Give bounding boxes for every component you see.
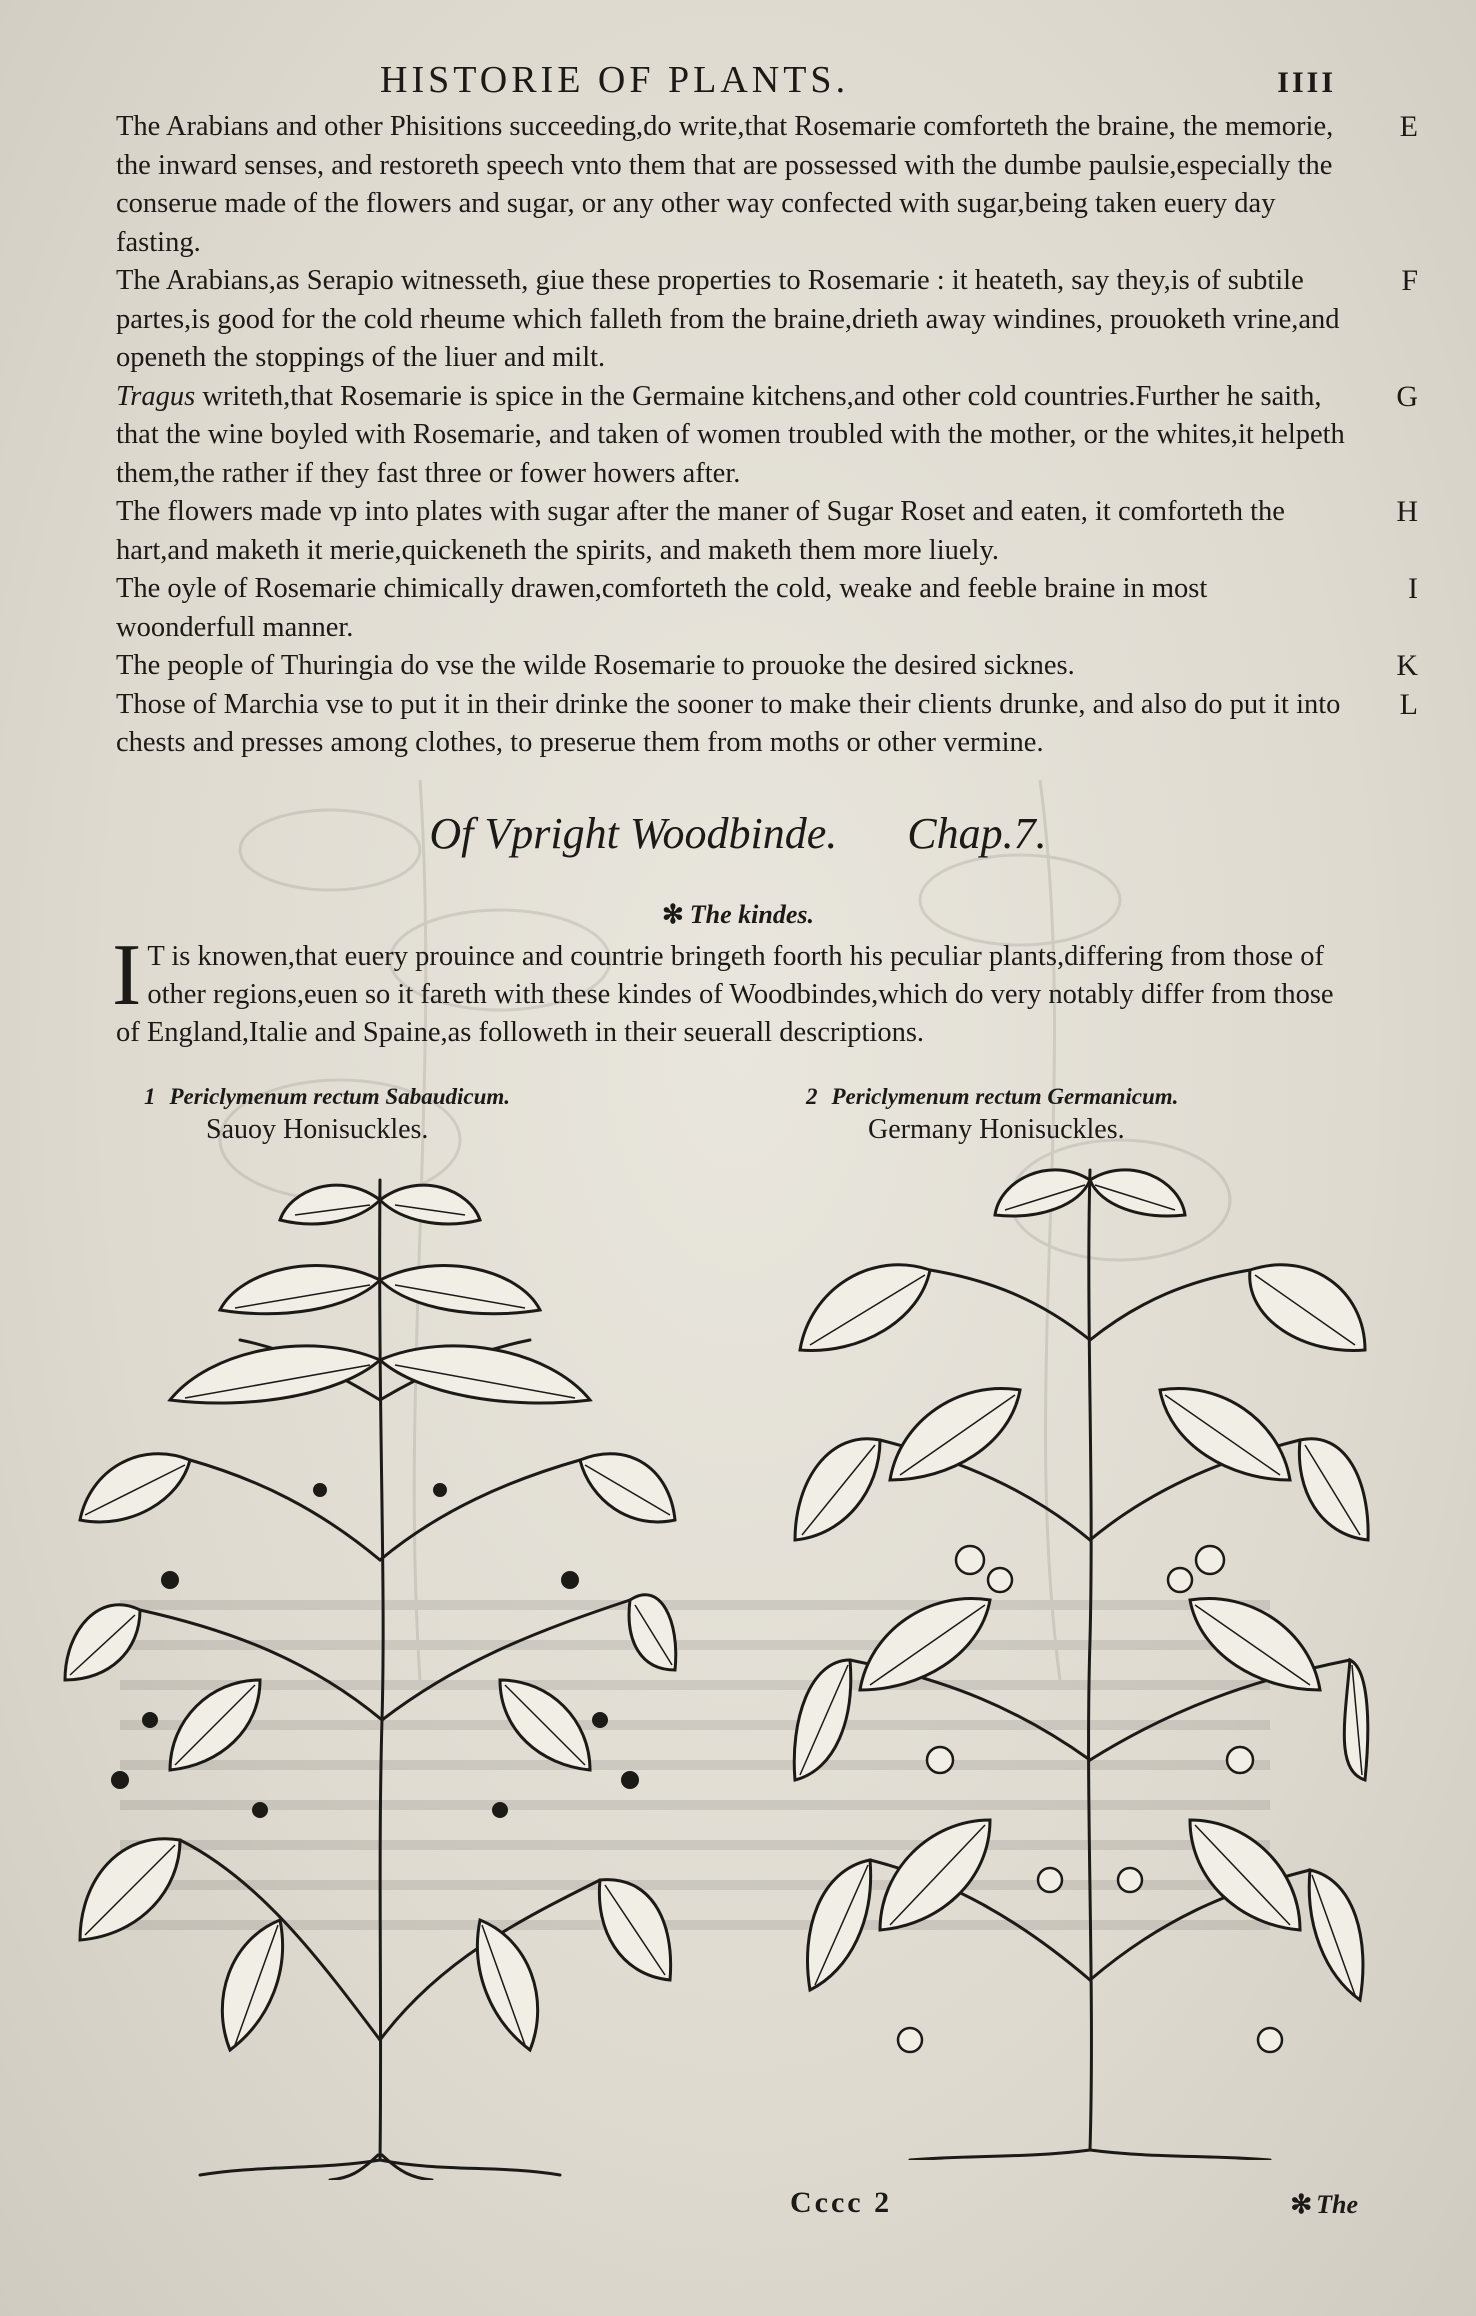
- chapter-number: Chap.7.: [907, 809, 1047, 858]
- paragraph-text: Those of Marchia vse to put it in their drinke the sooner to make their clients drunke, and also do put it into chests and presses among clothes, to preserue them from moths or other vermine.: [116, 688, 1341, 758]
- catchword-text: The: [1316, 2190, 1358, 2219]
- paragraph-e: [116, 108, 1418, 262]
- margin-marker: E: [1399, 110, 1418, 143]
- paragraph-k: [116, 647, 1418, 686]
- chapter-title: Of Vpright Woodbinde.: [429, 809, 838, 858]
- figure-latin-name: [806, 1084, 1178, 1110]
- running-title: HISTORIE OF PLANTS.: [380, 59, 850, 101]
- figure-number: 1: [144, 1084, 156, 1109]
- asterism-icon: ✻: [1290, 2190, 1313, 2219]
- section-heading-label: The kindes.: [689, 900, 815, 929]
- paragraph-text: The Arabians,as Serapio witnesseth, giue these properties to Rosemarie : it heateth, say they,is of subtile partes,is good for the cold rheume which falleth from the braine,drieth away windines, prouoketh vrine,and openeth the stoppings of the liuer and milt.: [116, 265, 1340, 373]
- paragraph-text: The Arabians and other Phisitions succeeding,do write,that Rosemarie comforteth the braine, the memorie, the inward senses, and restoreth speech vnto them that are possessed with the dumbe paulsie,especially the conserue made of the flowers and sugar, or any other way confected with sugar,being taken euery day fasting.: [116, 111, 1334, 258]
- margin-marker: L: [1399, 687, 1418, 721]
- page-header: [0, 52, 1476, 112]
- figure-number: 2: [806, 1084, 818, 1109]
- author-name: Tragus: [116, 380, 196, 412]
- paragraph-l: [116, 686, 1418, 763]
- figure-latin-text: Periclymenum rectum Germanicum.: [831, 1084, 1179, 1109]
- paragraph-text: The people of Thuringia do vse the wilde Rosemarie to prouoke the desired sicknes.: [116, 650, 1075, 681]
- figure-latin-text: Periclymenum rectum Sabaudicum.: [169, 1084, 511, 1109]
- paragraph-f: [116, 262, 1418, 378]
- intro-paragraph: [112, 927, 1356, 1052]
- catchword: [1290, 2190, 1358, 2220]
- paragraph-g: [116, 378, 1418, 494]
- intro-text: T is knowen,that euery prouince and countrie bringeth foorth his peculiar plants,differing from those of other regions,euen so it fareth with these kindes of Woodbindes,which do very notably differ from those of England,Italie and Spaine,as followeth in their seuerall descriptions.: [116, 941, 1334, 1048]
- paragraph-h: [116, 493, 1418, 570]
- paragraph-text: The oyle of Rosemarie chimically drawen,comforteth the cold, weake and feeble braine in most woonderfull manner.: [116, 573, 1208, 643]
- section-heading: [0, 900, 1476, 930]
- margin-marker: G: [1396, 379, 1418, 413]
- drop-cap: I: [112, 927, 142, 1024]
- paragraph-text: writeth,that Rosemarie is spice in the Germaine kitchens,and other cold countries.Further he saith, that the wine boyled with Rosemarie, and taken of women troubled with the mother, or the whites,it helpeth them,the rather if they fast three or fower howers after.: [116, 380, 1345, 489]
- woodcut-germany-honisuckle: [790, 1160, 1370, 2160]
- woodcut-sauoy-honisuckle: [60, 1160, 680, 2180]
- figure-caption-1: [144, 1084, 510, 1146]
- paragraph-i: [116, 570, 1418, 647]
- folio-number: IIII: [1277, 66, 1336, 99]
- margin-marker: I: [1408, 572, 1418, 605]
- asterism-icon: ✻: [661, 900, 684, 929]
- signature-mark: Cccc 2: [790, 2186, 893, 2219]
- margin-marker: F: [1401, 264, 1418, 297]
- figure-english-name: Sauoy Honisuckles.: [206, 1114, 429, 1145]
- figure-caption-2: [806, 1084, 1178, 1146]
- margin-marker: K: [1396, 649, 1418, 682]
- figure-latin-name: [144, 1084, 510, 1110]
- body-text: [116, 108, 1418, 763]
- margin-marker: H: [1396, 495, 1418, 528]
- paragraph-text: The flowers made vp into plates with sugar after the maner of Sugar Roset and eaten, it comforteth the hart,and maketh it merie,quickeneth the spirits, and maketh them more liuely.: [116, 496, 1285, 566]
- figure-english-name: Germany Honisuckles.: [868, 1114, 1125, 1145]
- chapter-heading: [0, 808, 1476, 859]
